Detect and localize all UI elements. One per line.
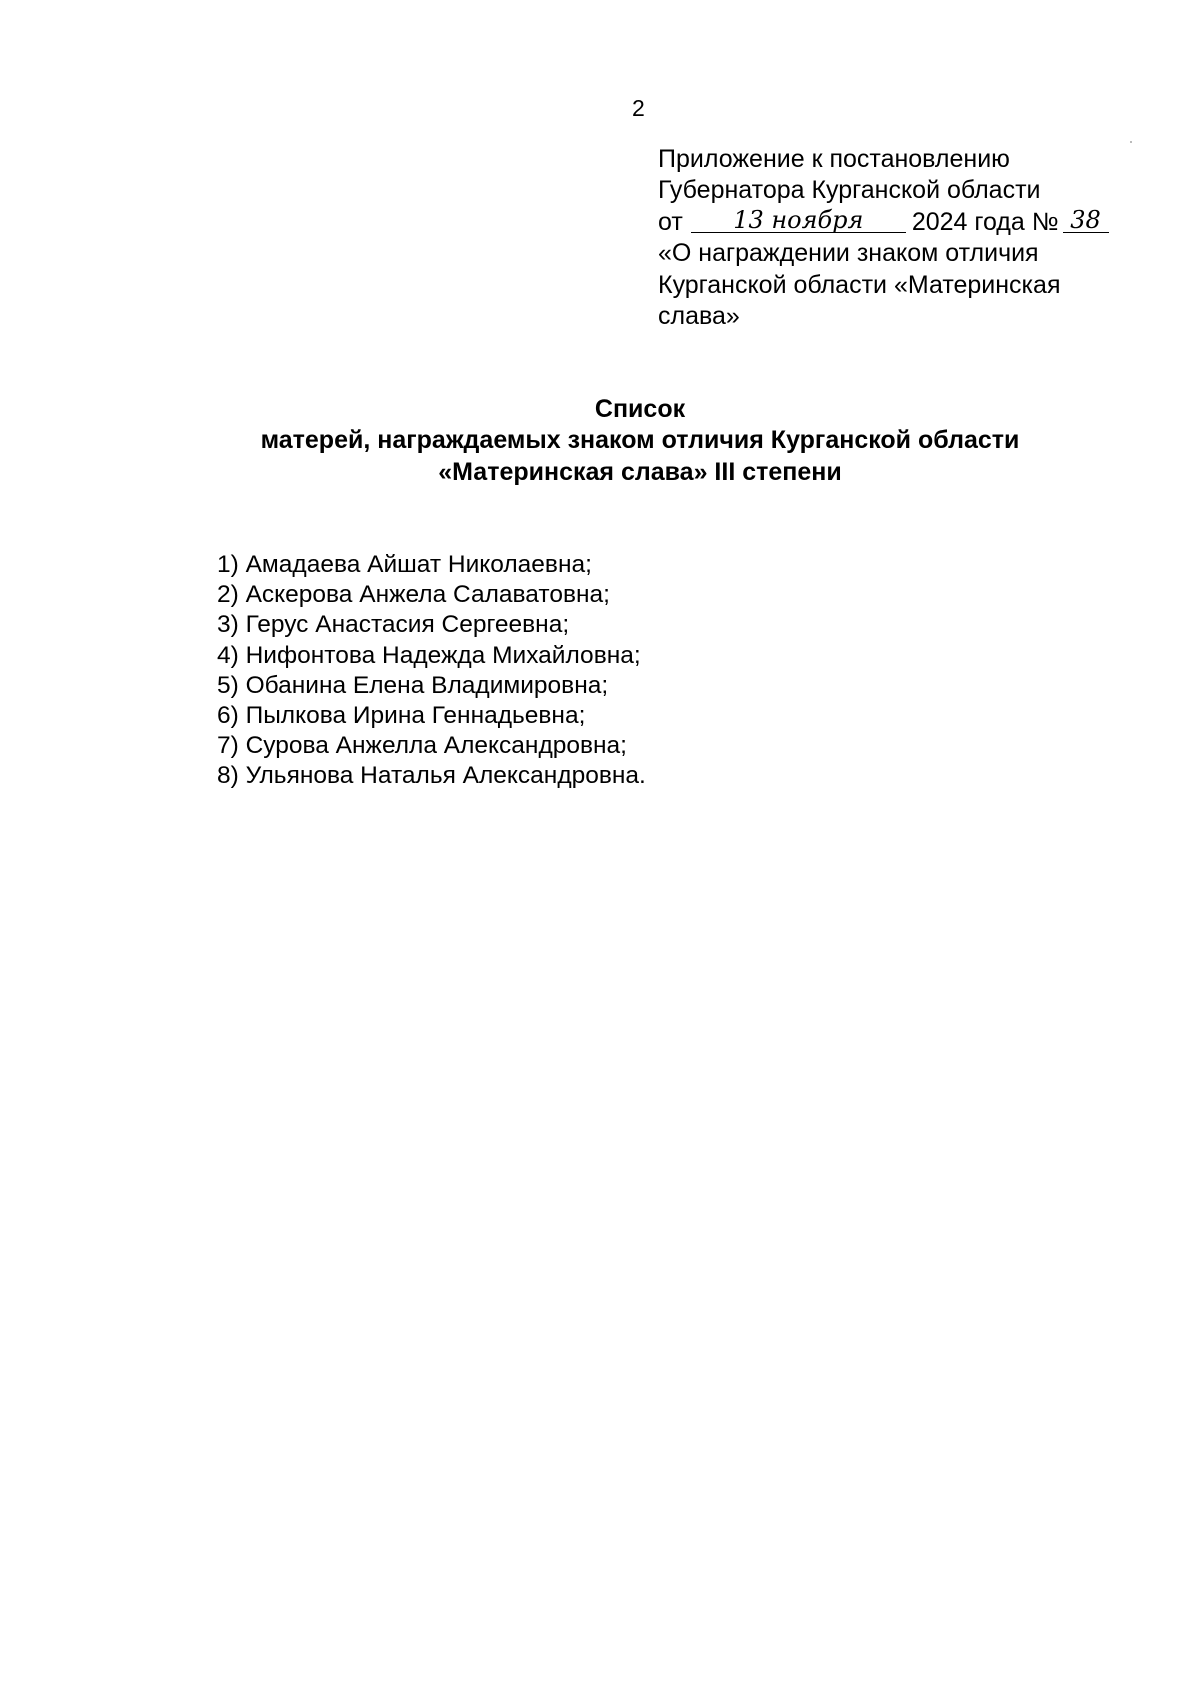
list-item: 4) Нифонтова Надежда Михайловна; [217,641,641,669]
list-item: 1) Амадаева Айшат Николаевна; [217,551,592,578]
year-text: 2024 года № [911,207,1059,236]
scan-speck [1130,141,1132,143]
title-line-2: матерей, награждаемых знаком отличия Курганской области [260,426,1020,455]
appendix-line-4: «О награждении знаком отличия [658,239,1039,268]
list-item: 7) Сурова Анжелла Александровна; [217,732,627,760]
appendix-line-1: Приложение к постановлению [658,145,1010,173]
list-item: 5) Обанина Елена Владимировна; [217,671,609,699]
appendix-date-line [658,207,1138,238]
appendix-header [658,144,1138,332]
mothers-list [217,550,646,792]
handwritten-date: 13 ноября [691,208,906,233]
appendix-line-2: Губернатора Курганской области [658,176,1041,205]
appendix-line-5: Курганской области «Материнская [658,270,1061,299]
list-item: 8) Ульянова Наталья Александровна. [217,762,646,790]
list-item: 2) Аскерова Анжела Салаватовна; [217,581,610,609]
date-prefix: от [658,207,683,236]
list-item: 3) Герус Анастасия Сергеевна; [217,611,570,639]
handwritten-number: 38 [1063,208,1109,233]
document-title [0,394,1200,488]
page-number: 2 [632,95,645,121]
list-item: 6) Пылкова Ирина Геннадьевна; [217,702,586,730]
title-line-1: Список [594,395,686,423]
title-line-3: «Материнская слава» III степени [438,457,842,486]
appendix-line-6: слава» [658,302,740,331]
